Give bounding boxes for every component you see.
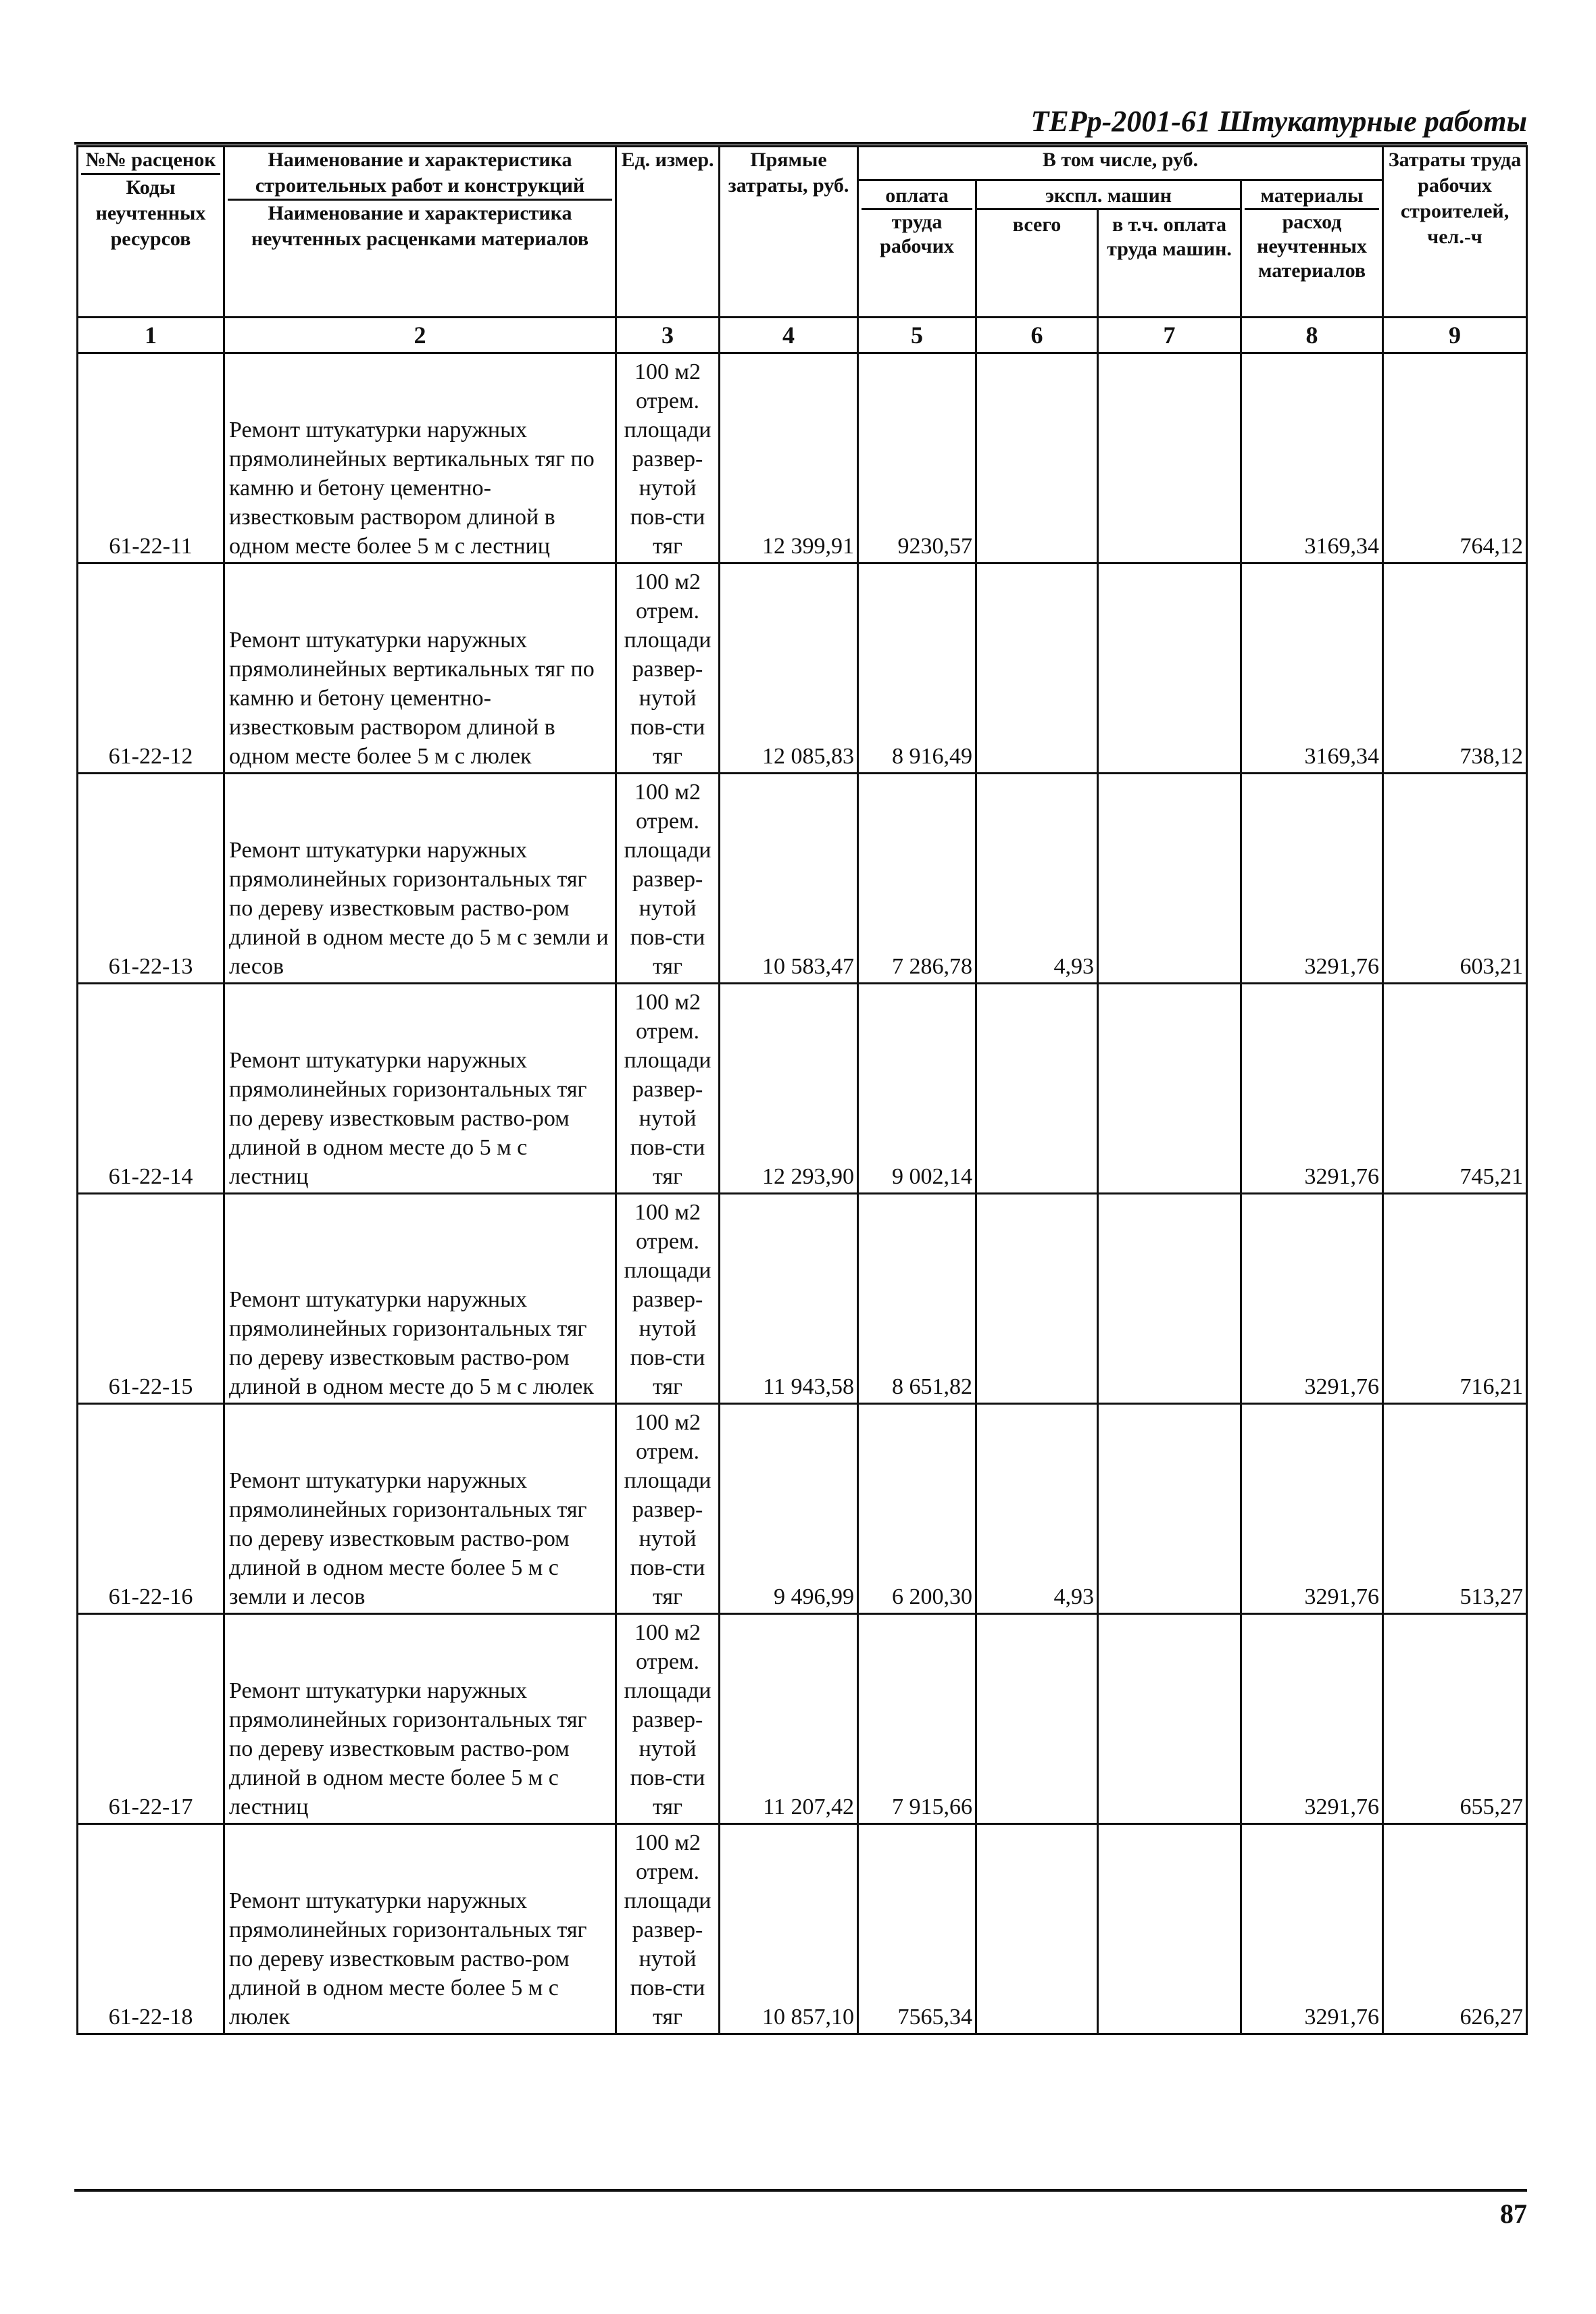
rates-table: [76, 145, 1528, 2035]
work-description: Ремонт штукатурки наружных прямолинейных горизонтальных тяг по дереву известковым раство-ром длиной в одном месте более 5 м с земли и лесов: [224, 1404, 616, 1614]
direct-costs: 12 293,90: [720, 984, 858, 1194]
materials: 3291,76: [1241, 984, 1383, 1194]
header-machines-labor: в т.ч. оплата труда машин.: [1098, 209, 1241, 318]
header-labor: [858, 180, 976, 318]
header-col1: [78, 147, 224, 318]
machines-total: [976, 1194, 1098, 1404]
labor-hours: 603,21: [1383, 774, 1527, 984]
machines-labor: [1098, 1194, 1241, 1404]
column-number: 9: [1383, 318, 1527, 353]
machines-total: [976, 1614, 1098, 1824]
rate-code: 61-22-16: [78, 1404, 224, 1614]
machines-total: 4,93: [976, 1404, 1098, 1614]
direct-costs: 12 399,91: [720, 353, 858, 563]
column-number: 2: [224, 318, 616, 353]
unit: 100 м2 отрем. площади развер-нутой пов-сти тяг: [616, 1404, 720, 1614]
table-row: [78, 774, 1527, 984]
unit: 100 м2 отрем. площади развер-нутой пов-сти тяг: [616, 1194, 720, 1404]
work-description: Ремонт штукатурки наружных прямолинейных вертикальных тяг по камню и бетону цементно-известковым раствором длиной в одном месте более 5 м с лестниц: [224, 353, 616, 563]
machines-total: [976, 353, 1098, 563]
machines-labor: [1098, 563, 1241, 774]
direct-costs: 11 207,42: [720, 1614, 858, 1824]
header-materials-top: материалы: [1245, 184, 1379, 210]
labor-pay: 7 286,78: [858, 774, 976, 984]
work-description: Ремонт штукатурки наружных прямолинейных горизонтальных тяг по дереву известковым раство-ром длиной в одном месте до 5 м с люлек: [224, 1194, 616, 1404]
direct-costs: 11 943,58: [720, 1194, 858, 1404]
header-col2-top: Наименование и характеристика строительных работ и конструкций: [228, 147, 612, 201]
labor-pay: 8 916,49: [858, 563, 976, 774]
unit: 100 м2 отрем. площади развер-нутой пов-сти тяг: [616, 984, 720, 1194]
header-machines-group: экспл. машин: [976, 180, 1241, 209]
materials: 3291,76: [1241, 1614, 1383, 1824]
column-number: 8: [1241, 318, 1383, 353]
labor-hours: 716,21: [1383, 1194, 1527, 1404]
footer-rule: [74, 2189, 1527, 2192]
header-col3: Ед. измер.: [616, 147, 720, 318]
direct-costs: 9 496,99: [720, 1404, 858, 1614]
materials: 3291,76: [1241, 1194, 1383, 1404]
rate-code: 61-22-17: [78, 1614, 224, 1824]
machines-total: [976, 984, 1098, 1194]
direct-costs: 10 857,10: [720, 1824, 858, 2034]
work-description: Ремонт штукатурки наружных прямолинейных горизонтальных тяг по дереву известковым раство-ром длиной в одном месте более 5 м с лестниц: [224, 1614, 616, 1824]
unit: 100 м2 отрем. площади развер-нутой пов-сти тяг: [616, 774, 720, 984]
column-number: 7: [1098, 318, 1241, 353]
machines-labor: [1098, 1404, 1241, 1614]
column-number: 1: [78, 318, 224, 353]
labor-hours: 655,27: [1383, 1614, 1527, 1824]
rate-code: 61-22-11: [78, 353, 224, 563]
labor-pay: 8 651,82: [858, 1194, 976, 1404]
rate-code: 61-22-15: [78, 1194, 224, 1404]
header-col1-bottom: Коды неучтенных ресурсов: [95, 176, 206, 250]
machines-total: 4,93: [976, 774, 1098, 984]
header-col2: [224, 147, 616, 318]
work-description: Ремонт штукатурки наружных прямолинейных вертикальных тяг по камню и бетону цементно-известковым раствором длиной в одном месте более 5 м с люлек: [224, 563, 616, 774]
column-number: 5: [858, 318, 976, 353]
header-materials-bottom: расход неучтенных материалов: [1257, 211, 1367, 282]
machines-total: [976, 1824, 1098, 2034]
materials: 3291,76: [1241, 1824, 1383, 2034]
table-row: [78, 353, 1527, 563]
column-number: 3: [616, 318, 720, 353]
table-row: [78, 984, 1527, 1194]
header-machines-total: всего: [976, 209, 1098, 318]
machines-total: [976, 563, 1098, 774]
header-col9: Затраты труда рабочих строителей, чел.-ч: [1383, 147, 1527, 318]
header-labor-bottom: труда рабочих: [880, 211, 954, 257]
labor-hours: 513,27: [1383, 1404, 1527, 1614]
labor-hours: 626,27: [1383, 1824, 1527, 2034]
labor-hours: 745,21: [1383, 984, 1527, 1194]
rate-code: 61-22-18: [78, 1824, 224, 2034]
machines-labor: [1098, 984, 1241, 1194]
labor-hours: 738,12: [1383, 563, 1527, 774]
rate-code: 61-22-13: [78, 774, 224, 984]
table-row: [78, 1194, 1527, 1404]
column-number-row: [78, 318, 1527, 353]
header-materials: [1241, 180, 1383, 318]
header-labor-top: оплата: [862, 184, 972, 210]
table-row: [78, 1614, 1527, 1824]
column-number: 6: [976, 318, 1098, 353]
header-col4: Прямые затраты, руб.: [720, 147, 858, 318]
unit: 100 м2 отрем. площади развер-нутой пов-сти тяг: [616, 563, 720, 774]
direct-costs: 12 085,83: [720, 563, 858, 774]
labor-pay: 9230,57: [858, 353, 976, 563]
materials: 3291,76: [1241, 774, 1383, 984]
materials: 3169,34: [1241, 563, 1383, 774]
machines-labor: [1098, 774, 1241, 984]
work-description: Ремонт штукатурки наружных прямолинейных горизонтальных тяг по дереву известковым раство-ром длиной в одном месте до 5 м с земли и лесов: [224, 774, 616, 984]
machines-labor: [1098, 1614, 1241, 1824]
labor-pay: 7 915,66: [858, 1614, 976, 1824]
labor-pay: 7565,34: [858, 1824, 976, 2034]
table-row: [78, 1404, 1527, 1614]
unit: 100 м2 отрем. площади развер-нутой пов-сти тяг: [616, 1614, 720, 1824]
rate-code: 61-22-14: [78, 984, 224, 1194]
work-description: Ремонт штукатурки наружных прямолинейных горизонтальных тяг по дереву известковым раство-ром длиной в одном месте до 5 м с лестниц: [224, 984, 616, 1194]
materials: 3291,76: [1241, 1404, 1383, 1614]
header-incl-group: В том числе, руб.: [858, 147, 1383, 180]
header-col1-top: №№ расценок: [81, 147, 220, 175]
column-number: 4: [720, 318, 858, 353]
materials: 3169,34: [1241, 353, 1383, 563]
labor-pay: 6 200,30: [858, 1404, 976, 1614]
page-number: 87: [1500, 2198, 1527, 2229]
labor-hours: 764,12: [1383, 353, 1527, 563]
work-description: Ремонт штукатурки наружных прямолинейных горизонтальных тяг по дереву известковым раство-ром длиной в одном месте более 5 м с люлек: [224, 1824, 616, 2034]
direct-costs: 10 583,47: [720, 774, 858, 984]
machines-labor: [1098, 353, 1241, 563]
table-row: [78, 563, 1527, 774]
table-row: [78, 1824, 1527, 2034]
rate-code: 61-22-12: [78, 563, 224, 774]
labor-pay: 9 002,14: [858, 984, 976, 1194]
running-header: ТЕРр-2001-61 Штукатурные работы: [74, 101, 1527, 145]
header-row-1: [78, 147, 1527, 180]
unit: 100 м2 отрем. площади развер-нутой пов-сти тяг: [616, 1824, 720, 2034]
header-col2-bottom: Наименование и характеристика неучтенных расценками материалов: [251, 202, 589, 250]
unit: 100 м2 отрем. площади развер-нутой пов-сти тяг: [616, 353, 720, 563]
machines-labor: [1098, 1824, 1241, 2034]
